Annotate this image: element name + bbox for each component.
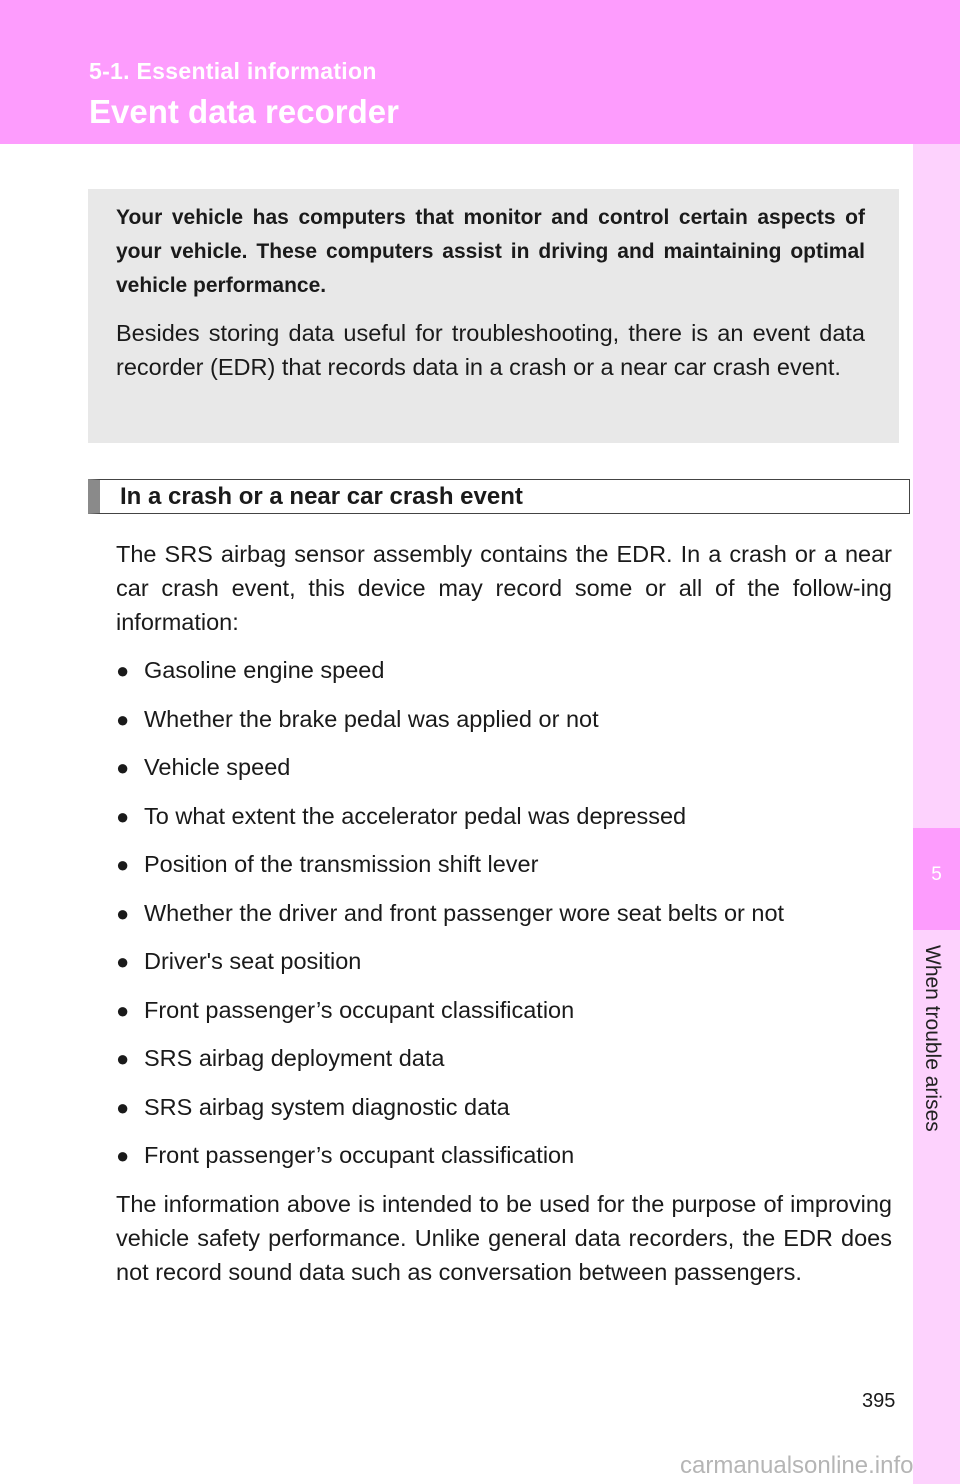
page-title: Event data recorder xyxy=(89,93,399,130)
side-strip xyxy=(913,144,960,1484)
list-item xyxy=(116,1135,896,1184)
section-heading-text: In a crash or a near car crash event xyxy=(120,483,523,510)
page-header xyxy=(0,0,960,144)
list-item xyxy=(116,1087,896,1136)
list-item xyxy=(116,844,896,893)
list-item xyxy=(116,893,896,942)
bullet-icon: ● xyxy=(116,949,130,974)
list-item xyxy=(116,1038,896,1087)
list-item-text: SRS airbag system diagnostic data xyxy=(144,1093,510,1120)
bullet-icon: ● xyxy=(116,1094,130,1120)
list-item-text: To what extent the accelerator pedal was depressed xyxy=(144,802,687,829)
intro-bold-text: Your vehicle has computers that monitor and control certain aspects of your vehicle. These computers assist in driving and maintaining optimal vehicle performance. xyxy=(116,206,865,297)
section-heading xyxy=(88,479,910,514)
bullet-icon: ● xyxy=(116,852,130,877)
bullet-icon: ● xyxy=(116,803,130,829)
watermark: carmanualsonline.info xyxy=(680,1452,914,1479)
intro-text: Besides storing data useful for troubleshooting, there is an event data recorder (EDR) that records data in a crash or a near car crash event. xyxy=(116,320,865,380)
bullet-icon: ● xyxy=(116,658,130,683)
list-item xyxy=(116,990,896,1039)
list-item-text: SRS airbag deployment data xyxy=(144,1045,445,1071)
list-item-text: Driver's seat position xyxy=(144,948,362,974)
list-item xyxy=(116,699,896,748)
bullet-icon: ● xyxy=(116,997,130,1023)
section-paragraph-1: The SRS airbag sensor assembly contains the EDR. In a crash or a near car crash event, this device may record some or all of the follow-ing information: xyxy=(116,541,892,635)
list-item-text: Front passenger’s occupant classification xyxy=(144,1142,575,1168)
bullet-icon: ● xyxy=(116,706,130,732)
list-item-text: Position of the transmission shift lever xyxy=(144,851,539,877)
list-item-text: Front passenger’s occupant classification xyxy=(144,996,575,1023)
section-paragraph-2: The information above is intended to be used for the purpose of improving vehicle safety performance. Unlike general data recorders, the EDR does not record sound data such as conversation between passengers. xyxy=(116,1191,892,1285)
list-item xyxy=(116,650,896,699)
bullet-icon: ● xyxy=(116,1143,130,1168)
list-item-text: Vehicle speed xyxy=(144,754,291,780)
section-label: 5-1. Essential information xyxy=(89,58,377,84)
list-item xyxy=(116,747,896,796)
page-number: 395 xyxy=(862,1390,896,1412)
recorded-info-list xyxy=(116,650,896,1184)
bullet-icon: ● xyxy=(116,755,130,780)
chapter-number: 5 xyxy=(931,864,942,885)
list-item-text: Gasoline engine speed xyxy=(144,657,385,683)
list-item xyxy=(116,796,896,845)
list-item-text: Whether the driver and front passenger wore seat belts or not xyxy=(144,899,785,926)
list-item xyxy=(116,941,896,990)
list-item-text: Whether the brake pedal was applied or not xyxy=(144,705,599,732)
chapter-title: When trouble arises xyxy=(921,945,944,1132)
bullet-icon: ● xyxy=(116,1046,130,1071)
bullet-icon: ● xyxy=(116,900,130,926)
